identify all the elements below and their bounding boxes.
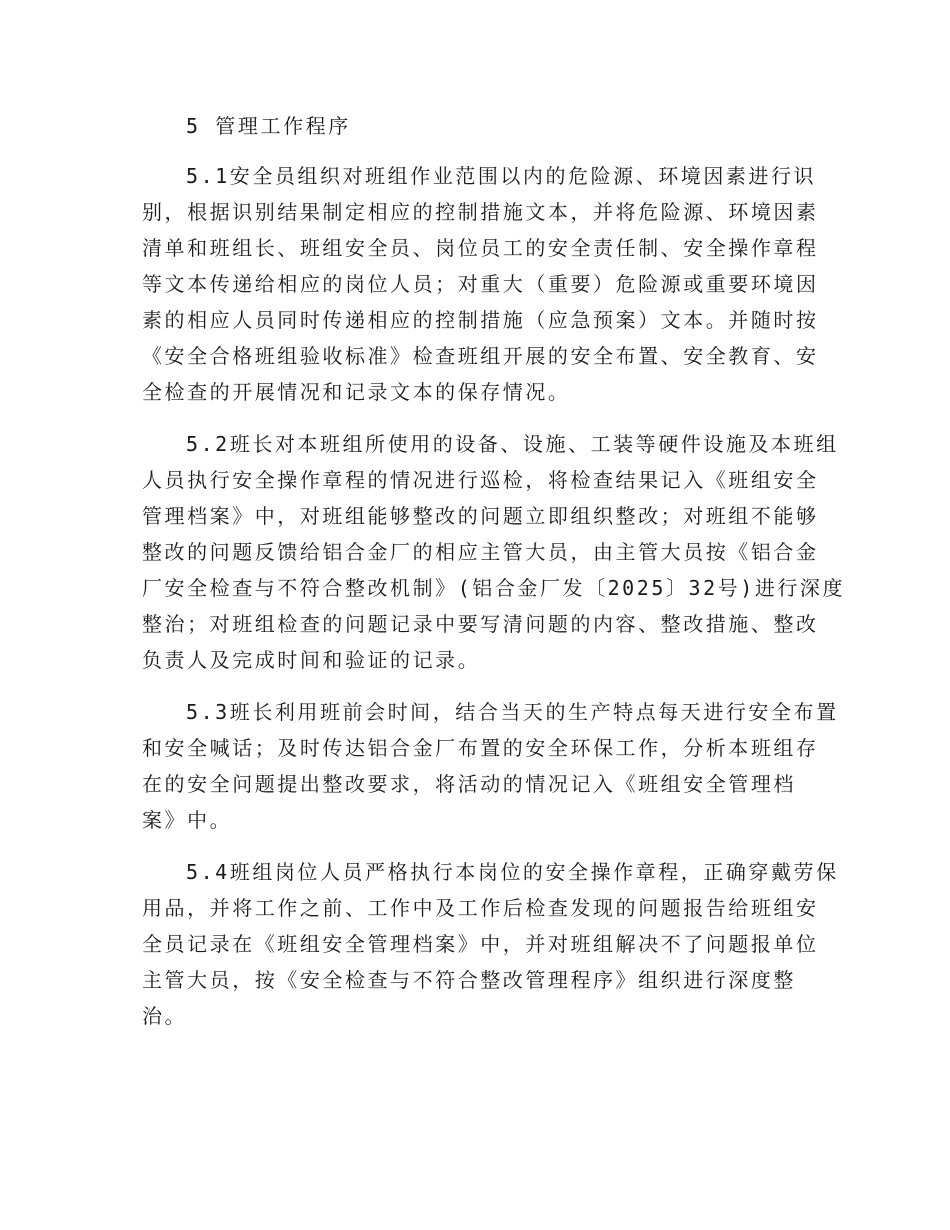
paragraph-line: 主管大员，按《安全检查与不符合整改管理程序》组织进行深度整	[142, 968, 796, 992]
document-body	[142, 108, 846, 1050]
paragraph-line: 在的安全问题提出整改要求，将活动的情况记入《班组安全管理档	[142, 772, 796, 796]
paragraph-5-1	[142, 158, 819, 410]
paragraph-5-2	[142, 426, 846, 678]
paragraph-line: 整治；对班组检查的问题记录中要写清问题的内容、整改措施、整改	[142, 612, 819, 636]
paragraph-line: 清单和班组长、班组安全员、岗位员工的安全责任制、安全操作章程	[142, 236, 819, 260]
paragraph-line: 5.2班长对本班组所使用的设备、设施、工装等硬件设施及本班组	[186, 432, 839, 456]
paragraph-5-3	[142, 694, 839, 838]
paragraph-line: 全检查的开展情况和记录文本的保存情况。	[142, 380, 571, 404]
paragraph-line: 别，根据识别结果制定相应的控制措施文本，并将危险源、环境因素	[142, 200, 819, 224]
paragraph-line: 人员执行安全操作章程的情况进行巡检，将检查结果记入《班组安全	[142, 468, 819, 492]
paragraph-line: 负责人及完成时间和验证的记录。	[142, 648, 481, 672]
paragraph-line: 5.1安全员组织对班组作业范围以内的危险源、环境因素进行识	[186, 164, 817, 188]
paragraph-line: 和安全喊话；及时传达铝合金厂布置的安全环保工作，分析本班组存	[142, 736, 819, 760]
paragraph-line: 管理档案》中，对班组能够整改的问题立即组织整改；对班组不能够	[142, 504, 819, 528]
paragraph-line: 5.3班长利用班前会时间，结合当天的生产特点每天进行安全布置	[186, 700, 839, 724]
paragraph-line: 等文本传递给相应的岗位人员；对重大（重要）危险源或重要环境因	[142, 272, 819, 296]
paragraph-line: 全员记录在《班组安全管理档案》中，并对班组解决不了问题报单位	[142, 932, 819, 956]
paragraph-5-4	[142, 854, 839, 1034]
paragraph-line: 厂安全检查与不符合整改机制》(铝合金厂发〔2025〕32号)进行深度	[142, 576, 846, 600]
section-heading: 5 管理工作程序	[186, 114, 351, 138]
paragraph-line: 整改的问题反馈给铝合金厂的相应主管大员，由主管大员按《铝合金	[142, 540, 819, 564]
paragraph-line: 5.4班组岗位人员严格执行本岗位的安全操作章程，正确穿戴劳保	[186, 860, 839, 884]
paragraph-line: 治。	[142, 1004, 188, 1028]
paragraph-line: 案》中。	[142, 808, 233, 832]
paragraph-line: 《安全合格班组验收标准》检查班组开展的安全布置、安全教育、安	[142, 344, 819, 368]
paragraph-line: 素的相应人员同时传递相应的控制措施（应急预案）文本。并随时按	[142, 308, 819, 332]
paragraph-line: 用品，并将工作之前、工作中及工作后检查发现的问题报告给班组安	[142, 896, 819, 920]
